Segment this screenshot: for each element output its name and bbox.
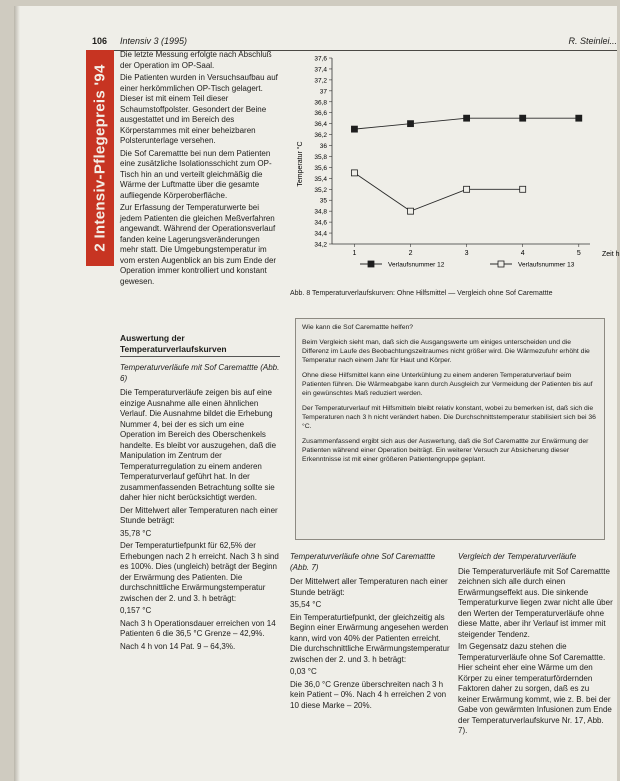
legend-marker: [368, 261, 374, 267]
paragraph: Die Temperaturverläufe zeigen bis auf eine einzige Ausnahme alle einen ähnlichen Verlauf. Die Ausnahme bildet die Erhebung Nummer 4, bei der es sich um eine Operation im Bereich des Oberschenkels handelte. Es bleibt vor auszugehen, daß die Manipulation im Zentrum der Temperaturregulation zu einem anderen Temperaturverlauf geführt hat. In der zusammenfassenden Betrachtung sollte sie daher hier nicht berücksichtigt werden.: [120, 388, 277, 502]
box-paragraph: Der Temperaturverlauf mit Hilfsmitteln bleibt relativ konstant, wobei zu bemerken ist, daß sich die Temperaturen nach 3 h nicht verändert haben. Die Durchschnittstemperatur stabilisiert sich bei 36 °C.: [302, 405, 596, 430]
y-tick-label: 36,4: [314, 121, 327, 129]
value-line: 35,54 °C: [290, 600, 322, 609]
y-tick-label: 34,8: [314, 208, 327, 216]
temperature-chart: [290, 54, 620, 276]
box-paragraph: Zusammenfassend ergibt sich aus der Auswertung, daß die Sof Caremattte zur Erwärmung der Patienten während einer Operation beiträgt. Ein weiterer Versuch zur Absicherung dieser Erkenntnisse ist mit einer größeren Patientengruppe geplant.: [302, 438, 589, 463]
paragraph: Der Mittelwert aller Temperaturen nach einer Stunde beträgt:: [120, 505, 278, 525]
paragraph: Nach 4 h von 14 Pat. 9 – 64,3%.: [120, 641, 236, 651]
data-point: [464, 115, 470, 121]
x-axis-label: Zeit h: [602, 251, 620, 258]
divider: [120, 356, 280, 357]
paragraph: Nach 3 h Operationsdauer erreichen von 14 Patienten 6 die 36,5 °C Grenze – 42,9%.: [120, 618, 276, 638]
box-paragraph: Beim Vergleich sieht man, daß sich die Ausgangswerte um einiges unterscheiden und die Differenz im Laufe des Beobachtungszeitraumes nicht größer wird. Die Wärmezufuhr erhöht die Temperatur nach einem Jahr für Haut und Körper.: [302, 339, 590, 364]
paragraph: Der Temperaturtiefpunkt für 62,5% der Erhebungen nach 2 h erreicht. Nach 3 h sind es 100%. Dies (ungleich) beträgt der Beginn der Erwärmung des Patienten. Die durchschnittliche Erwärmungstemperatur zwischen der 2. und 3. h beträgt:: [120, 541, 279, 603]
paragraph: Zur Erfassung der Temperaturwerte bei jedem Patienten die gleichen Meßverfahren angewandt. Während der Operationsverlauf fanden keine Lagerungsveränderungen mehr statt. Die Umgebungstemperatur im vom ersten Augenblick an bis zum Ende der Operation immer kontrolliert und konstant gewesen.: [120, 203, 277, 286]
subheading: Vergleich der Temperaturverläufe: [458, 552, 577, 561]
x-tick-label: 4: [520, 250, 525, 257]
data-point: [408, 121, 414, 127]
paragraph: Im Gegensatz dazu stehen die Temperaturverläufe ohne Sof Caremattte. Hier scheint eher eine Wärme um den Körper zu einer temperaturfördernden Faktoren daher zu sorgen, daß es zu keiner Erwärmung kommt, wie z. B. bei der Gabe von gewärmten Infusionen zum Ende der Temperaturverlaufskurve Nr. 17, Abb. 7).: [458, 642, 612, 735]
column-1-top: [120, 50, 280, 289]
legend-entry: Verlaufsnummer 12: [388, 261, 445, 269]
column-3: [458, 548, 613, 739]
page-number: 106: [92, 36, 108, 46]
y-tick-label: 36,8: [314, 99, 327, 107]
y-tick-label: 35,6: [314, 164, 327, 172]
paragraph: Die Sof Caremattte bei nun dem Patienten eine zusätzliche Isolationsschicht zum OP-Tisch hin an und verteilt gleichmäßig die Wärme der Luftmatte über die gesamte aufliegende Körperoberfläche.: [120, 148, 272, 200]
data-point: [351, 170, 357, 176]
subheading: Temperaturverläufe ohne Sof Caremattte (Abb. 7): [290, 552, 436, 572]
data-point: [464, 186, 470, 192]
x-tick-label: 1: [352, 250, 357, 257]
y-tick-label: 35,8: [314, 153, 327, 161]
data-point: [576, 115, 582, 121]
y-tick-label: 37,2: [314, 77, 327, 85]
y-tick-label: 35: [319, 197, 327, 205]
data-point: [520, 115, 526, 121]
figure-caption: Abb. 8 Temperaturverlaufskurven: Ohne Hilfsmittel — Vergleich ohne Sof Caremattte: [290, 290, 553, 297]
y-tick-label: 34,2: [314, 241, 327, 249]
section-band: [86, 50, 114, 266]
box-title: Wie kann die Sof Caremattte helfen?: [302, 324, 414, 331]
paragraph: Die letzte Messung erfolgte nach Abschluß der Operation im OP-Saal.: [120, 50, 272, 70]
y-tick-label: 36,2: [314, 132, 327, 140]
value-line: 35,78 °C: [120, 528, 152, 538]
author-name: R. Steinlei...: [568, 36, 617, 46]
paragraph: Die 36,0 °C Grenze überschreiten nach 3 h kein Patient – 0%. Nach 4 h erreichen 2 von 10 diese Marke – 20%.: [290, 679, 447, 710]
box-paragraph: Ohne diese Hilfsmittel kann eine Unterkühlung zu einem anderen Temperaturverlauf beim Patienten führen. Die Wärmeabgabe kann durch Ausgleich zur Vermeidung der Patienten bis auf ein gewünschtes Maß reduziert werden.: [302, 372, 593, 397]
legend-marker: [498, 261, 504, 267]
y-tick-label: 35,2: [314, 186, 327, 194]
running-header: [92, 32, 617, 51]
y-tick-label: 37: [319, 88, 327, 96]
paragraph: Ein Temperaturtiefpunkt, der gleichzeitig als Beginn einer Erwärmung angesehen werden kann, wird von 40% der Patienten erreicht. Die durchschnittliche Erwärmungstemperatur zwischen der 2. und 3. h beträgt:: [290, 612, 450, 664]
x-tick-label: 2: [408, 250, 413, 257]
y-tick-label: 36,6: [314, 110, 327, 118]
value-line: 0,157 °C: [120, 606, 152, 615]
info-box: [295, 318, 605, 540]
paragraph: Die Temperaturverläufe mit Sof Caremattte zeichnen sich alle durch einen Erwärmungseffekt aus. Die sinkende Temperaturkurve liegen zwar nicht alle über den Werten der Temperaturverläufe ohne diese Matte, aber ihr Verlauf ist immer mit steigender Tendenz.: [458, 566, 613, 639]
value-line: 0,03 °C: [290, 667, 317, 676]
journal-title: Intensiv 3 (1995): [120, 36, 188, 46]
y-tick-label: 37,6: [314, 55, 327, 63]
column-2: [290, 548, 450, 713]
y-tick-label: 34,4: [314, 230, 327, 238]
paragraph: Der Mittelwert aller Temperaturen nach einer Stunde beträgt:: [290, 577, 448, 597]
data-point: [520, 186, 526, 192]
subheading: Temperaturverläufe mit Sof Caremattte (Abb. 6): [120, 363, 280, 383]
y-tick-label: 34,6: [314, 219, 327, 227]
y-tick-label: 37,4: [314, 66, 327, 74]
x-tick-label: 3: [464, 250, 469, 257]
y-tick-label: 36: [319, 143, 327, 151]
section-heading: Auswertung der Temperaturverlaufskurven: [120, 333, 227, 354]
column-1-section: [120, 325, 280, 654]
y-axis-label: Temperatur °C: [297, 141, 304, 187]
y-tick-label: 35,4: [314, 175, 327, 183]
paragraph: Die Patienten wurden in Versuchsaufbau auf einer herkömmlichen OP-Tisch gelagert. Dieser ist mit einem Teil dieser Schaumstoffpolster. Gesondert der Beine ausgestattet und im Bereich des Körperstammes mit einer beheizbaren Polsterunterlage versehen.: [120, 73, 278, 145]
band-label: 2 Intensiv-Pflegepreis '94: [91, 64, 109, 252]
legend-entry: Verlaufsnummer 13: [518, 261, 575, 269]
series-line-2: [354, 173, 522, 211]
data-point: [408, 208, 414, 214]
x-tick-label: 5: [576, 250, 581, 257]
data-point: [351, 126, 357, 132]
